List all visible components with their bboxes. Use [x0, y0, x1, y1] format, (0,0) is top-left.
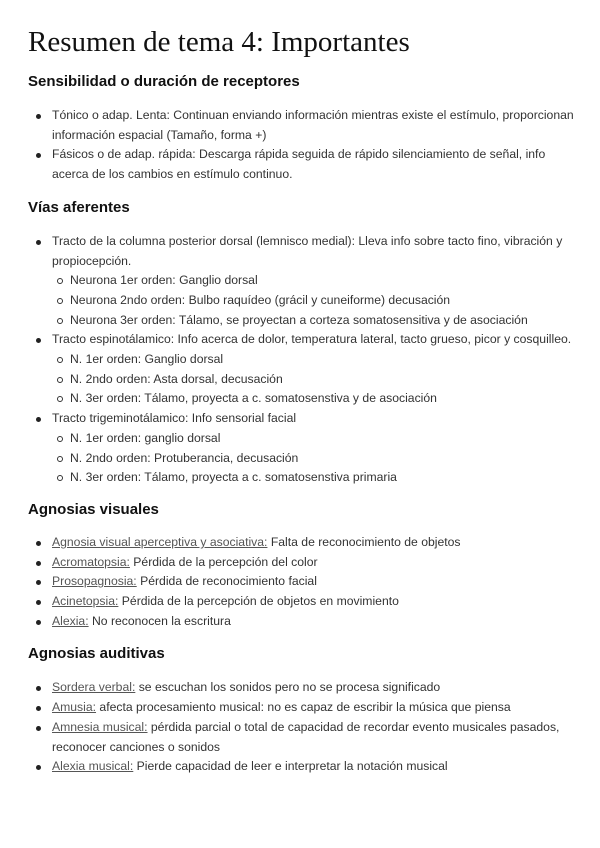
- sublist-item: [52, 291, 578, 311]
- term: Agnosia visual aperceptiva y asociativa:: [52, 534, 268, 549]
- item-text: N. 1er orden: Ganglio dorsal: [70, 352, 224, 367]
- bullet-icon: [36, 240, 41, 245]
- item-text: N. 2ndo orden: Asta dorsal, decusación: [70, 371, 283, 386]
- term: Acromatopsia:: [52, 554, 130, 569]
- item-text: N. 3er orden: Tálamo, proyecta a c. somatosenstiva y de asociación: [70, 391, 437, 406]
- heading-vias-aferentes: Vías aferentes: [28, 198, 130, 216]
- circle-bullet-icon: [57, 278, 63, 284]
- page-title: Resumen de tema 4: Importantes: [28, 26, 410, 58]
- item-text: Tracto trigeminotálamico: Info sensorial facial: [52, 411, 297, 426]
- heading-agnosias-visuales: Agnosias visuales: [28, 500, 159, 518]
- heading-sensibilidad: Sensibilidad o duración de receptores: [28, 73, 300, 90]
- sublist-item: [52, 271, 578, 291]
- circle-bullet-icon: [57, 357, 63, 363]
- list-agnosias-visuales: [28, 533, 600, 632]
- bullet-icon: [36, 620, 41, 625]
- bullet-icon: [36, 580, 41, 585]
- bullet-icon: [36, 541, 41, 546]
- sublist-item: [52, 449, 578, 469]
- list-item: [28, 592, 578, 612]
- list-item: [28, 572, 578, 592]
- definition: No reconocen la escritura: [88, 613, 231, 628]
- list-agnosias-auditivas: [28, 678, 600, 777]
- item-text: N. 3er orden: Tálamo, proyecta a c. somatosenstiva primaria: [70, 470, 397, 485]
- list-sensibilidad: [28, 106, 600, 185]
- list-item: [28, 718, 578, 757]
- term: Alexia:: [52, 613, 89, 628]
- term: Amnesia musical:: [52, 719, 148, 734]
- list-item: [28, 106, 578, 145]
- item-text: Tracto espinotálamico: Info acerca de dolor, temperatura lateral, tacto grueso, picor y cosquilleo.: [52, 332, 572, 347]
- bullet-icon: [36, 706, 41, 711]
- item-text: N. 1er orden: ganglio dorsal: [70, 430, 221, 445]
- item-text: Neurona 1er orden: Ganglio dorsal: [70, 273, 258, 288]
- bullet-icon: [36, 600, 41, 605]
- definition: Pérdida de la percepción de objetos en movimiento: [118, 594, 399, 609]
- bullet-icon: [36, 114, 41, 119]
- definition: Pierde capacidad de leer e interpretar la notación musical: [133, 759, 448, 774]
- sublist: [52, 429, 578, 488]
- sublist-item: [52, 468, 578, 488]
- item-text: Fásicos o de adap. rápida: Descarga rápida seguida de rápido silenciamiento de señal, info acerca de los cambios en estímulo continuo.: [52, 147, 546, 182]
- definition: afecta procesamiento musical: no es capaz de escribir la música que piensa: [96, 700, 511, 715]
- item-text: Tónico o adap. Lenta: Continuan enviando información mientras existe el estímulo, proporcionan información espacial (Tamaño, forma +): [52, 108, 574, 142]
- sublist: [52, 350, 578, 409]
- bullet-icon: [36, 726, 41, 731]
- circle-bullet-icon: [57, 475, 63, 481]
- bullet-icon: [36, 417, 41, 422]
- bullet-icon: [36, 561, 41, 566]
- list-item: [28, 757, 578, 777]
- term: Alexia musical:: [52, 759, 134, 774]
- sublist-item: [52, 429, 578, 449]
- item-text: N. 2ndo orden: Protuberancia, decusación: [70, 450, 299, 465]
- list-vias: [28, 232, 600, 488]
- definition: Pérdida de la percepción del color: [129, 554, 318, 569]
- term: Prosopagnosia:: [52, 574, 137, 589]
- bullet-icon: [36, 153, 41, 158]
- list-item: [28, 678, 578, 698]
- list-item: [28, 232, 578, 331]
- list-item: [28, 553, 578, 573]
- list-item: [28, 698, 578, 718]
- definition: pérdida parcial o total de capacidad de recordar evento musicales pasados, reconocer canciones o sonidos: [52, 719, 560, 754]
- bullet-icon: [36, 765, 41, 770]
- term: Amusia:: [52, 700, 97, 715]
- heading-agnosias-auditivas: Agnosias auditivas: [28, 645, 165, 663]
- circle-bullet-icon: [57, 377, 63, 383]
- list-item: [28, 145, 578, 184]
- term: Sordera verbal:: [52, 680, 136, 695]
- definition: se escuchan los sonidos pero no se procesa significado: [135, 680, 441, 695]
- definition: Pérdida de reconocimiento facial: [136, 574, 317, 589]
- sublist-item: [52, 350, 578, 370]
- circle-bullet-icon: [57, 318, 63, 324]
- item-text: Neurona 2ndo orden: Bulbo raquídeo (grácil y cuneiforme) decusación: [70, 292, 451, 307]
- item-text: Neurona 3er orden: Tálamo, se proyectan a corteza somatosensitiva y de asociación: [70, 312, 528, 327]
- circle-bullet-icon: [57, 436, 63, 442]
- list-item: [28, 330, 578, 409]
- list-item: [28, 533, 578, 553]
- circle-bullet-icon: [57, 456, 63, 462]
- list-item: [28, 409, 578, 488]
- circle-bullet-icon: [57, 396, 63, 402]
- bullet-icon: [36, 686, 41, 691]
- definition: Falta de reconocimiento de objetos: [267, 534, 461, 549]
- bullet-icon: [36, 338, 41, 343]
- term: Acinetopsia:: [52, 594, 119, 609]
- list-item: [28, 612, 578, 632]
- item-text: Tracto de la columna posterior dorsal (lemnisco medial): Lleva info sobre tacto fino, vibración y propiocepción.: [52, 233, 563, 268]
- sublist-item: [52, 311, 578, 331]
- sublist-item: [52, 370, 578, 390]
- circle-bullet-icon: [57, 298, 63, 304]
- sublist-item: [52, 389, 578, 409]
- sublist: [52, 271, 578, 330]
